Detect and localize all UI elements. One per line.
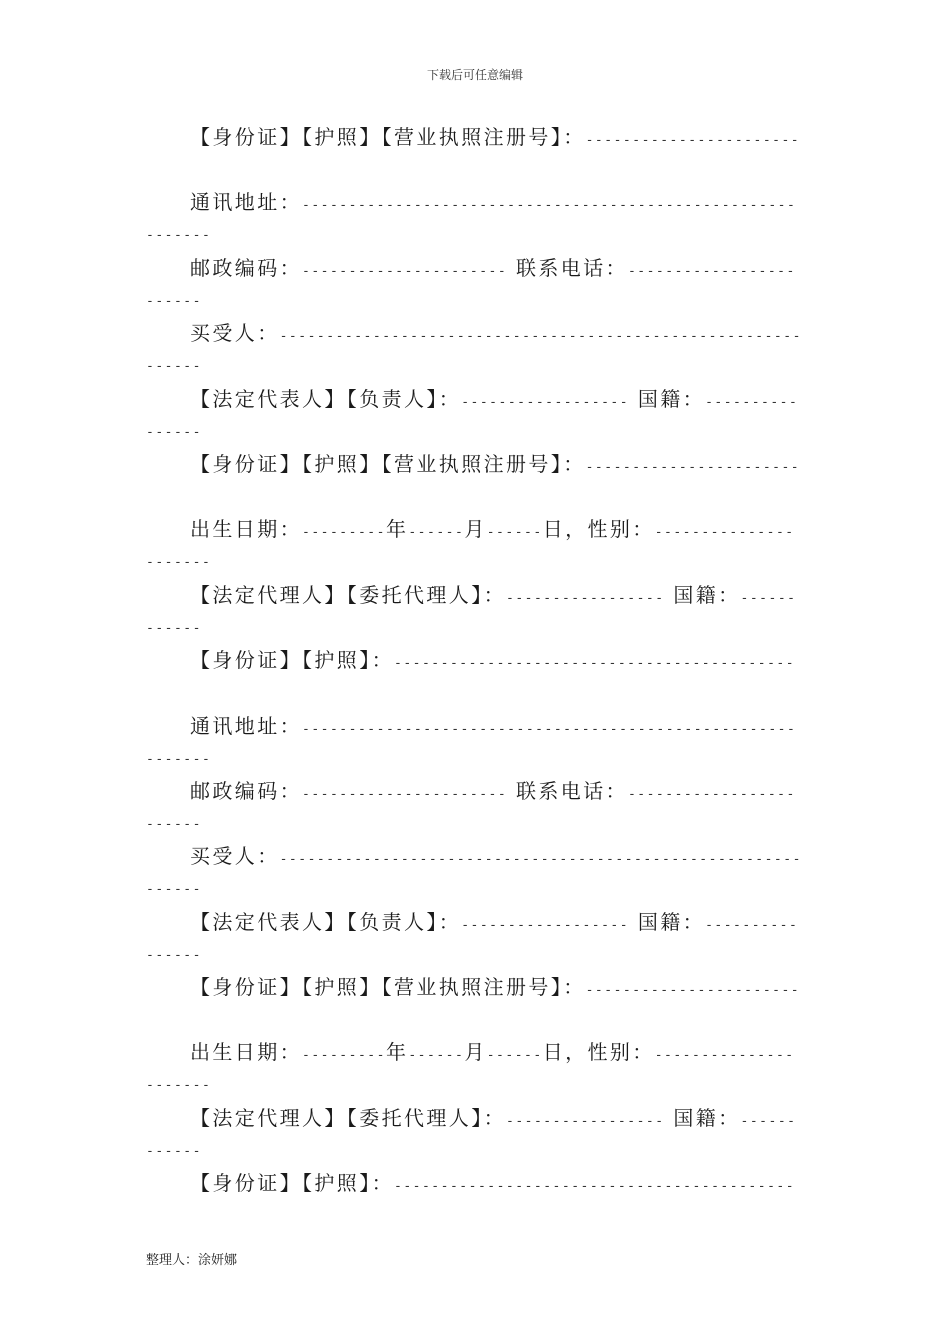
form-line (146, 443, 802, 508)
fill-in-blank[interactable]: ------------------ (461, 917, 630, 933)
form-line (146, 312, 802, 377)
fill-in-blank[interactable]: --------- (302, 525, 386, 541)
fill-in-blank[interactable]: ---------------------- (302, 786, 508, 802)
fill-in-blank[interactable]: ---------------------- (146, 1048, 795, 1094)
form-line (146, 639, 802, 704)
field-label: 联系电话： (507, 255, 628, 280)
field-label: 【身份证】【护照】： (190, 1171, 394, 1196)
fill-in-blank[interactable]: ------------------------ (146, 263, 796, 309)
field-label: 买受人： (190, 844, 280, 869)
fill-in-blank[interactable]: ---------------- (146, 394, 799, 440)
field-label: 年 (385, 1040, 409, 1065)
field-label: 月 (464, 517, 487, 542)
document-body (146, 116, 802, 1228)
form-line (146, 116, 802, 181)
field-label: 【法定代理人】【委托代理人】： (190, 1105, 506, 1130)
fill-in-blank[interactable]: ------ (408, 525, 465, 541)
field-label: 国籍： (629, 909, 706, 934)
field-label: 【法定代表人】【负责人】： (190, 386, 462, 411)
form-line (146, 574, 802, 639)
fill-in-blank[interactable]: ----------------------- (585, 983, 801, 999)
fill-in-blank[interactable]: --------- (302, 1048, 386, 1064)
fill-in-blank[interactable]: ------ (408, 1048, 465, 1064)
fill-in-blank[interactable]: ---------------- (146, 917, 799, 963)
fill-in-blank[interactable]: ------------ (146, 590, 797, 636)
field-label: 日，性别： (542, 517, 655, 542)
fill-in-blank[interactable]: ----------------------- (585, 459, 801, 475)
field-label: 【身份证】【护照】【营业执照注册号】： (190, 125, 586, 149)
field-label: 买受人： (190, 321, 280, 346)
fill-in-blank[interactable]: ------ (486, 525, 543, 541)
page-footer: 整理人：涂妍娜 (146, 1253, 238, 1268)
fill-in-blank[interactable]: ------------------------------------------- (394, 656, 796, 672)
fill-in-blank[interactable]: ------------------------------------------------------------ (146, 198, 797, 244)
field-label: 日，性别： (542, 1040, 655, 1065)
form-line (146, 1097, 802, 1162)
field-label: 邮政编码： (190, 255, 302, 280)
form-line (146, 705, 802, 770)
field-label: 【法定代表人】【负责人】： (190, 909, 462, 934)
field-label: 【身份证】【护照】【营业执照注册号】： (190, 451, 586, 476)
fill-in-blank[interactable]: ------------------------ (146, 786, 796, 832)
field-label: 【身份证】【护照】： (190, 648, 394, 673)
fill-in-blank[interactable]: ------ (486, 1048, 543, 1064)
field-label: 【法定代理人】【委托代理人】： (190, 582, 506, 607)
field-label: 月 (464, 1040, 487, 1065)
form-line (146, 181, 802, 246)
fill-in-blank[interactable]: ------------ (146, 1113, 797, 1159)
page-header: 下载后可任意编辑 (426, 68, 523, 82)
form-line (146, 966, 802, 1031)
form-line (146, 508, 802, 573)
form-line (146, 378, 802, 443)
fill-in-blank[interactable]: ------------------------------------------- (394, 1179, 796, 1195)
fill-in-blank[interactable]: ----------------------- (585, 133, 801, 148)
field-label: 出生日期： (190, 1040, 302, 1065)
field-label: 通讯地址： (190, 190, 302, 215)
fill-in-blank[interactable]: -------------------------------------------------------------- (146, 852, 802, 898)
form-line (146, 1031, 802, 1096)
fill-in-blank[interactable]: ------------------------------------------------------------ (146, 721, 797, 767)
field-label: 通讯地址： (190, 713, 302, 738)
field-label: 联系电话： (507, 778, 628, 803)
form-line (146, 835, 802, 900)
field-label: 国籍： (629, 386, 706, 411)
fill-in-blank[interactable]: ---------------------- (146, 525, 795, 571)
form-line (146, 901, 802, 966)
field-label: 【身份证】【护照】【营业执照注册号】： (190, 975, 586, 1000)
field-label: 邮政编码： (190, 778, 302, 803)
field-label: 国籍： (664, 1105, 741, 1130)
fill-in-blank[interactable]: ----------------- (506, 590, 665, 606)
fill-in-blank[interactable]: -------------------------------------------------------------- (146, 329, 802, 375)
form-line (146, 247, 802, 312)
field-label: 出生日期： (190, 517, 302, 542)
fill-in-blank[interactable]: ------------------ (461, 394, 630, 410)
field-label: 年 (385, 517, 409, 542)
form-line (146, 1162, 802, 1227)
fill-in-blank[interactable]: ---------------------- (302, 263, 508, 279)
form-line (146, 770, 802, 835)
fill-in-blank[interactable]: ----------------- (506, 1113, 665, 1129)
field-label: 国籍： (664, 582, 741, 607)
